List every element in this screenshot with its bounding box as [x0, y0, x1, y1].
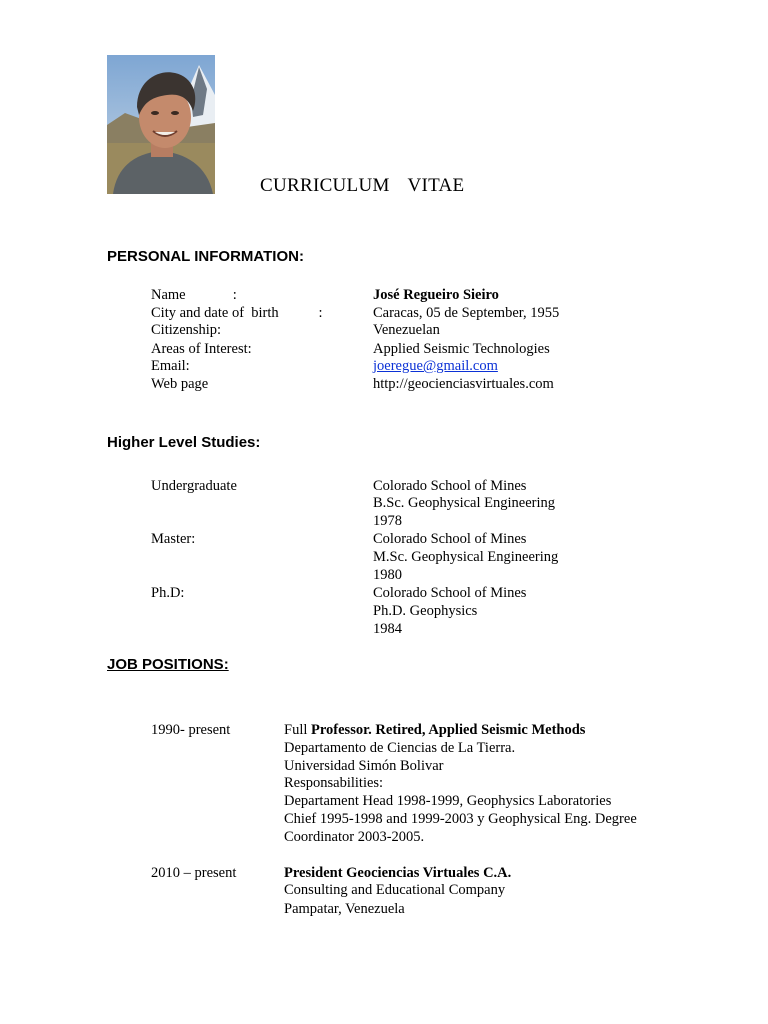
job-line: Chief 1995-1998 and 1999-2003 y Geophysical Eng. Degree [284, 811, 637, 827]
phd-school: Colorado School of Mines [373, 585, 527, 601]
email-link[interactable]: joeregue@gmail.com [373, 358, 498, 374]
citizenship-value: Venezuelan [373, 322, 440, 338]
job-line: Universidad Simón Bolivar [284, 758, 444, 774]
master-school: Colorado School of Mines [373, 531, 527, 547]
personal-information-heading: PERSONAL INFORMATION: [107, 248, 304, 265]
profile-photo [107, 55, 215, 194]
job-dates: 2010 – present [151, 865, 237, 881]
job-line: Responsabilities: [284, 775, 384, 791]
name-label: Name : [151, 287, 237, 303]
interest-label: Areas of Interest: [151, 341, 252, 357]
job-positions-heading: JOB POSITIONS: [107, 656, 229, 673]
birth-value: Caracas, 05 de September, 1955 [373, 305, 560, 321]
job-line: Pampatar, Venezuela [284, 901, 405, 917]
master-degree: M.Sc. Geophysical Engineering [373, 549, 559, 565]
webpage-label: Web page [151, 376, 209, 392]
job-title: President Geociencias Virtuales C.A. [284, 865, 512, 881]
email-label: Email: [151, 358, 190, 374]
job-title-bold: Professor. Retired, Applied Seismic Methods [311, 722, 586, 738]
undergraduate-year: 1978 [373, 513, 402, 529]
webpage-value: http://geocienciasvirtuales.com [373, 376, 554, 392]
phd-degree: Ph.D. Geophysics [373, 603, 478, 619]
undergraduate-degree: B.Sc. Geophysical Engineering [373, 495, 556, 511]
undergraduate-label: Undergraduate [151, 478, 237, 494]
job-dates: 1990- present [151, 722, 231, 738]
job-title-prefix: Full [284, 722, 311, 738]
undergraduate-school: Colorado School of Mines [373, 478, 527, 494]
phd-year: 1984 [373, 621, 402, 637]
job-line: Departament Head 1998-1999, Geophysics Laboratories [284, 793, 612, 809]
job-line: Consulting and Educational Company [284, 882, 506, 898]
master-label: Master: [151, 531, 196, 547]
job-line: Coordinator 2003-2005. [284, 829, 425, 845]
master-year: 1980 [373, 567, 402, 583]
name-value: José Regueiro Sieiro [373, 287, 499, 303]
interest-value: Applied Seismic Technologies [373, 341, 550, 357]
job-line: Departamento de Ciencias de La Tierra. [284, 740, 516, 756]
document-title: CURRICULUM VITAE [260, 175, 465, 196]
citizenship-label: Citizenship: [151, 322, 222, 338]
job-title [284, 721, 585, 739]
phd-label: Ph.D: [151, 585, 185, 601]
birth-label: City and date of birth : [151, 305, 323, 321]
studies-heading: Higher Level Studies: [107, 434, 261, 451]
